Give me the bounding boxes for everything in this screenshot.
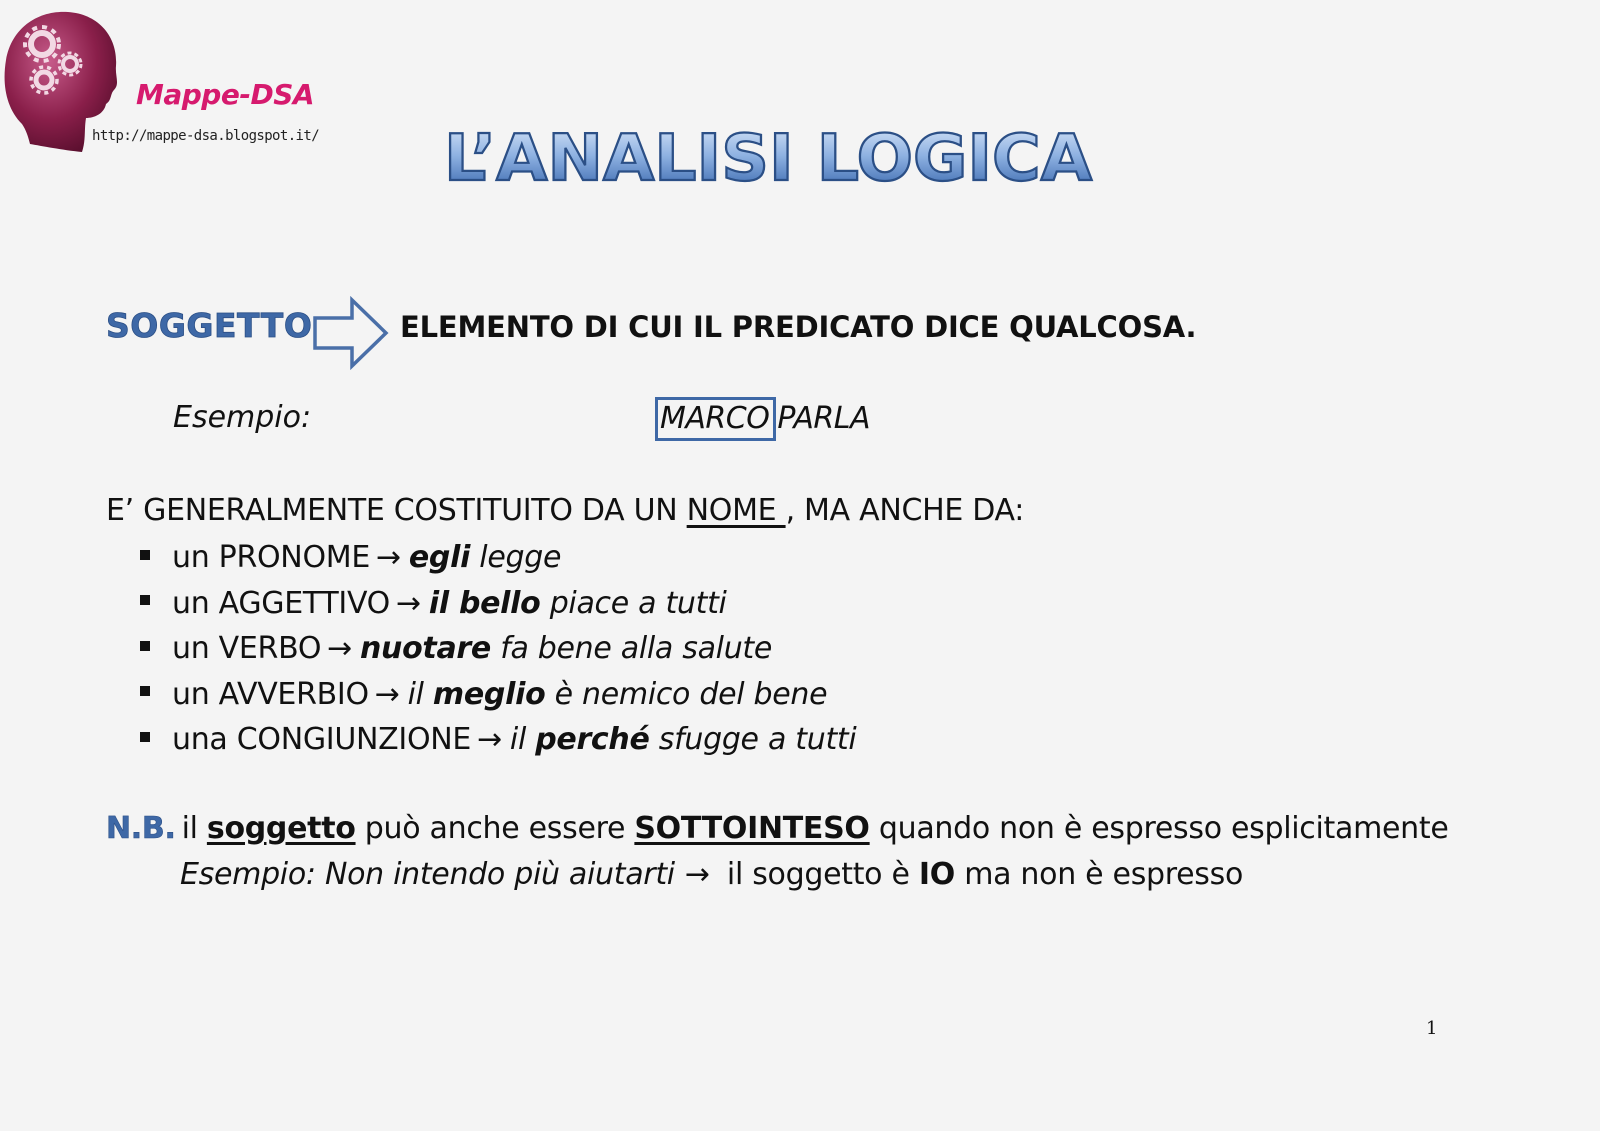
arrow-icon: →	[396, 585, 421, 621]
item-post: legge	[470, 540, 562, 575]
nb-example-sentence: Esempio: Non intendo più aiutarti	[180, 857, 675, 892]
bullet-icon	[140, 641, 150, 651]
nb-text: il	[181, 811, 207, 846]
nb-text: quando non è espresso esplicitamente	[869, 811, 1449, 846]
nb-label: N.B.	[106, 811, 176, 846]
list-item	[140, 629, 856, 675]
item-post: piace a tutti	[540, 585, 727, 621]
page-title	[440, 110, 1120, 200]
item-keyword: il bello	[428, 585, 541, 621]
example-subject-box: MARCO	[658, 400, 773, 438]
arrow-icon: →	[477, 722, 502, 757]
arrow-icon: →	[327, 631, 352, 666]
list-item	[140, 538, 856, 584]
nb-example-text: ma non è espresso	[954, 857, 1244, 892]
item-post: è nemico del bene	[545, 676, 828, 712]
item-keyword: egli	[408, 540, 471, 575]
item-keyword: perché	[535, 722, 650, 757]
nb-example-bold: IO	[918, 857, 955, 892]
item-type: un PRONOME	[172, 540, 371, 575]
bullet-icon	[140, 732, 150, 742]
item-post: fa bene alla salute	[490, 631, 773, 666]
arrow-icon: →	[374, 676, 400, 712]
arrow-icon: →	[376, 540, 401, 575]
bullet-icon	[140, 686, 150, 696]
title-text: L’ANALISI LOGICA	[444, 122, 1093, 196]
logo	[2, 4, 362, 164]
arrow-icon: →	[684, 857, 710, 892]
logo-name: Mappe-DSA	[136, 78, 315, 111]
subject-definition: ELEMENTO DI CUI IL PREDICATO DICE QUALCOSA.	[400, 310, 1197, 344]
example-label: Esempio:	[173, 400, 312, 435]
list-item	[140, 584, 856, 630]
subject-label: SOGGETTO	[106, 306, 313, 345]
intro-after: , MA ANCHE DA:	[785, 493, 1025, 528]
item-type: una CONGIUNZIONE	[172, 722, 472, 757]
nota-bene	[106, 811, 1448, 846]
item-post: sfugge a tutti	[649, 722, 857, 757]
item-keyword: nuotare	[360, 631, 491, 666]
example-predicate: PARLA	[777, 401, 871, 436]
nb-text: può anche essere	[355, 811, 635, 846]
nb-example-text: il soggetto è	[717, 857, 919, 892]
item-type: un AVVERBIO	[172, 676, 369, 712]
list-item	[140, 720, 856, 766]
bullet-icon	[140, 595, 150, 605]
example-sentence	[658, 400, 870, 438]
item-pre: il	[407, 676, 433, 712]
nb-underlined-implicit: SOTTOINTESO	[634, 811, 870, 846]
intro-emphasis: NOME	[686, 493, 786, 528]
item-pre: il	[509, 722, 536, 757]
subject-types-list	[140, 538, 856, 766]
nb-underlined-subject: soggetto	[206, 811, 356, 846]
composition-intro	[106, 493, 1024, 528]
item-keyword: meglio	[432, 676, 546, 712]
list-item	[140, 675, 856, 721]
nb-example	[180, 857, 1243, 892]
bullet-icon	[140, 550, 150, 560]
logo-url: http://mappe-dsa.blogspot.it/	[92, 128, 320, 144]
item-type: un VERBO	[172, 631, 322, 666]
intro-before: E’ GENERALMENTE COSTITUITO DA UN	[106, 493, 687, 528]
item-type: un AGGETTIVO	[172, 585, 390, 621]
right-arrow-icon	[312, 296, 392, 370]
page-number: 1	[1426, 1018, 1438, 1039]
